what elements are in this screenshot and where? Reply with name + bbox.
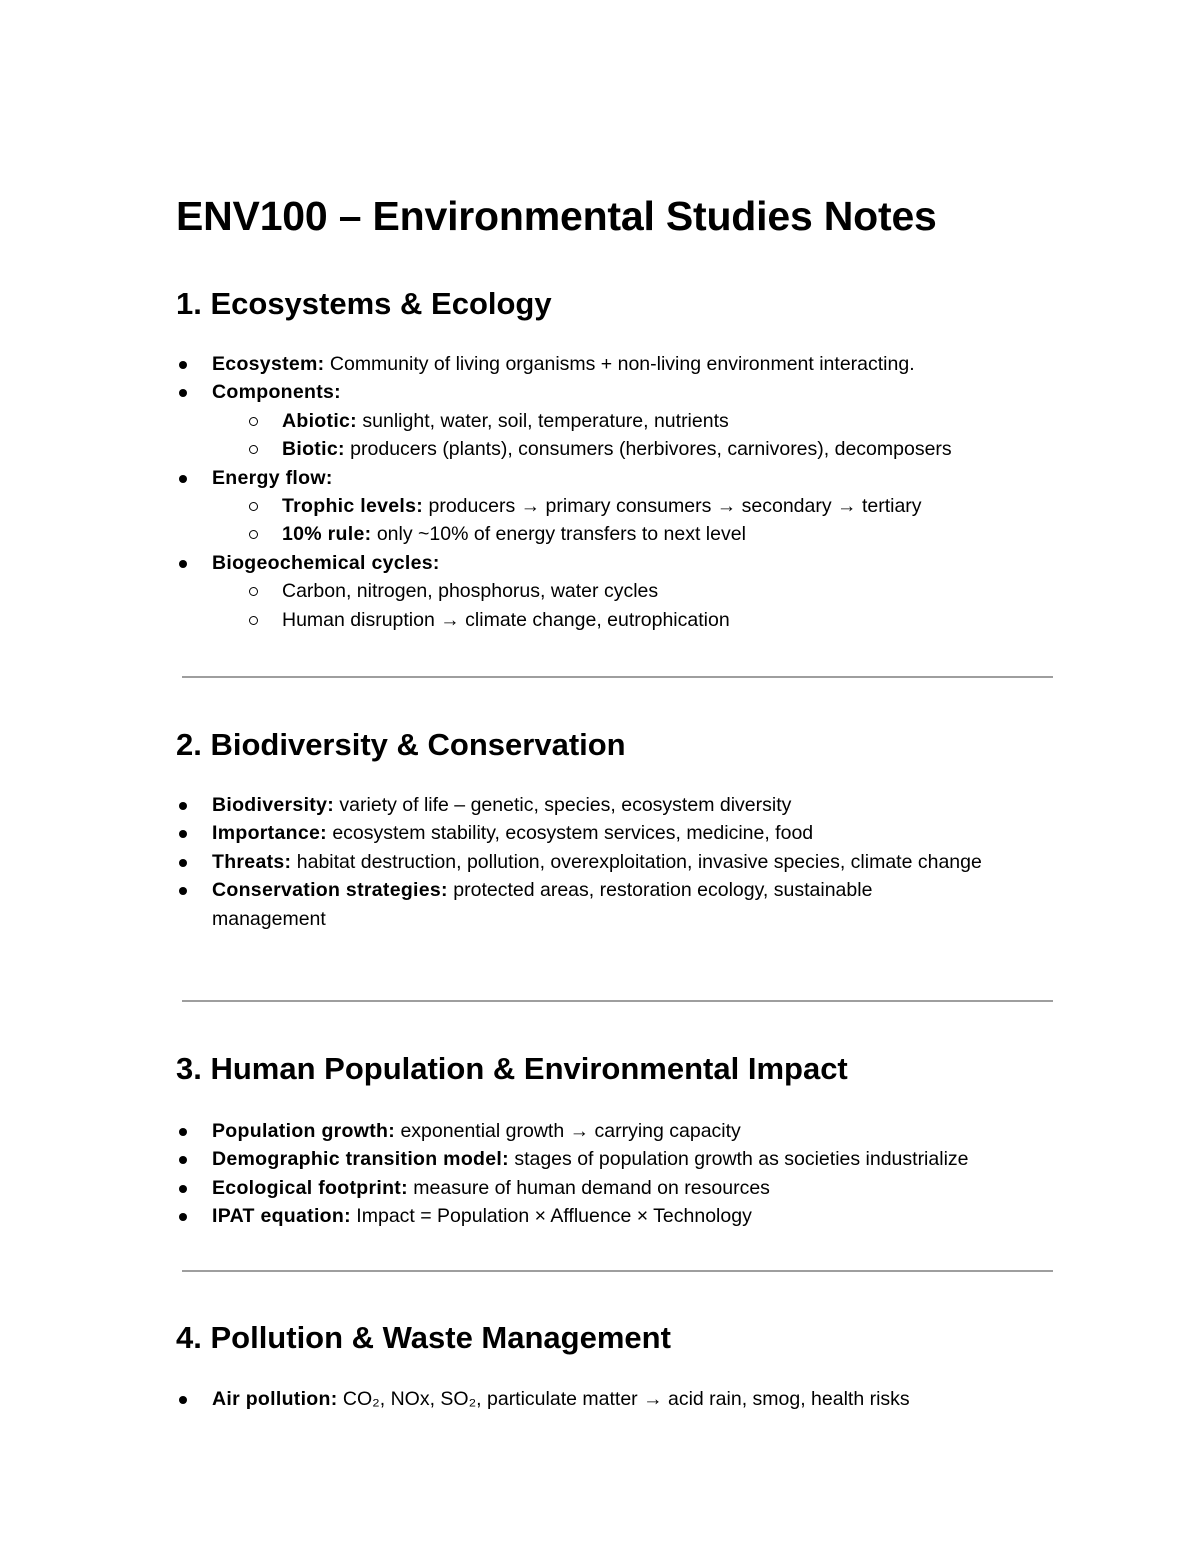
sub-list-item: [212, 577, 1056, 605]
sub-item-text: sunlight, water, soil, temperature, nutrients: [356, 409, 729, 432]
section-divider: [182, 1270, 1053, 1272]
list-item-text: protected areas, restoration ecology, sustainable management: [212, 879, 873, 930]
section-heading-population: 3. Human Population & Environmental Impact: [176, 1051, 848, 1086]
section-heading-biodiversity: 2. Biodiversity & Conservation: [176, 727, 626, 762]
sub-item-text: Carbon, nitrogen, phosphorus, water cycles: [282, 580, 659, 603]
document-title: ENV100 – Environmental Studies Notes: [176, 193, 937, 239]
list-item: [176, 549, 1056, 634]
list-item-text: measure of human demand on resources: [407, 1176, 770, 1199]
sub-item-text: Human disruption → climate change, eutrophication: [282, 608, 730, 631]
sub-list-item: [212, 606, 1056, 634]
list-item: [176, 1385, 1056, 1413]
list-item: [176, 819, 1056, 847]
section-list-pollution: [176, 1385, 1056, 1413]
list-item-term: Demographic transition model:: [212, 1148, 509, 1171]
sub-item-text: only ~10% of energy transfers to next level: [371, 523, 746, 546]
section-list-population: [176, 1117, 1056, 1231]
list-item-text: exponential growth → carrying capacity: [395, 1120, 741, 1142]
list-item: [176, 1117, 1056, 1145]
list-item-text: variety of life – genetic, species, ecosystem diversity: [334, 794, 792, 816]
list-item-term: Importance:: [212, 822, 327, 845]
sub-item-term: Biotic:: [282, 438, 345, 461]
sub-list-item: [212, 520, 1056, 548]
sub-list: [212, 492, 1056, 549]
sub-list-item: [212, 492, 1056, 520]
list-item-text: stages of population growth as societies industrialize: [508, 1148, 969, 1171]
list-item-term: Conservation strategies:: [212, 879, 448, 902]
section-heading-pollution: 4. Pollution & Waste Management: [176, 1320, 671, 1355]
list-item: [176, 1145, 1056, 1173]
section-divider: [182, 1000, 1053, 1002]
sub-list: [212, 407, 1056, 464]
section-heading-ecosystems: 1. Ecosystems & Ecology: [176, 286, 552, 321]
list-item-term: Ecological footprint:: [212, 1176, 408, 1199]
list-item: [176, 876, 952, 933]
list-item: [176, 848, 982, 876]
list-item-term: IPAT equation:: [212, 1205, 351, 1228]
list-item-text: habitat destruction, pollution, overexploitation, invasive species, climate change: [291, 850, 982, 873]
list-item-term: Biogeochemical cycles:: [212, 551, 440, 574]
sub-item-text: producers → primary consumers → secondary → tertiary: [423, 495, 922, 518]
list-item-text: Impact = Population × Affluence × Technology: [350, 1205, 752, 1228]
list-item-term: Population growth:: [212, 1120, 396, 1142]
sub-list-item: [212, 407, 1056, 435]
list-item-text: Community of living organisms + non-living environment interacting.: [324, 353, 915, 375]
list-item: [176, 791, 1056, 819]
list-item-term: Biodiversity:: [212, 794, 335, 816]
list-item: [176, 1202, 1056, 1230]
list-item: [176, 378, 1056, 463]
list-item-term: Energy flow:: [212, 466, 333, 489]
list-item: [176, 350, 1056, 378]
sub-list: [212, 577, 1056, 634]
section-list-biodiversity: [176, 791, 1056, 933]
sub-item-text: producers (plants), consumers (herbivores, carnivores), decomposers: [344, 438, 952, 461]
list-item: [176, 464, 1056, 549]
sub-item-term: Abiotic:: [282, 409, 357, 432]
section-divider: [182, 676, 1053, 678]
section-list-ecosystems: [176, 350, 1056, 634]
list-item-text: ecosystem stability, ecosystem services, medicine, food: [326, 822, 814, 845]
list-item-term: Components:: [212, 381, 341, 404]
list-item-term: Air pollution:: [212, 1388, 338, 1410]
sub-list-item: [212, 435, 1056, 463]
list-item-term: Ecosystem:: [212, 353, 325, 375]
list-item: [176, 1174, 1056, 1202]
sub-item-term: 10% rule:: [282, 523, 372, 546]
list-item-text: CO₂, NOx, SO₂, particulate matter → acid rain, smog, health risks: [337, 1388, 910, 1410]
sub-item-term: Trophic levels:: [282, 495, 424, 518]
list-item-term: Threats:: [212, 850, 292, 873]
